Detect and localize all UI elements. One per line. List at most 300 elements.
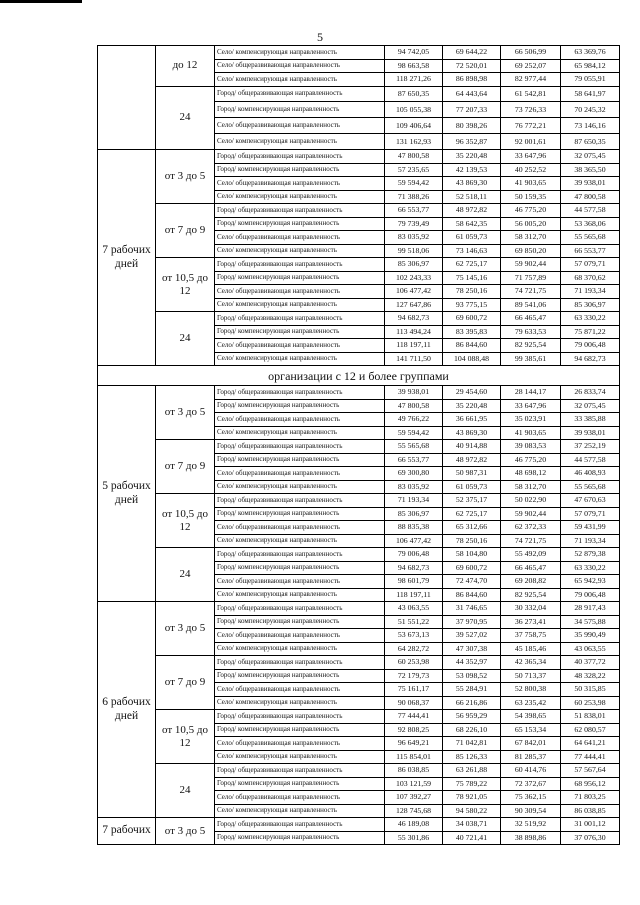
- tariff-value-cell: 79 633,53: [501, 325, 561, 339]
- tariff-value-cell: 69 252,07: [501, 59, 561, 73]
- tariff-value-cell: 60 253,98: [385, 656, 443, 670]
- tariff-value-cell: 39 938,01: [385, 386, 443, 400]
- tariff-value-cell: 88 835,38: [385, 521, 443, 535]
- tariff-value-cell: 62 080,57: [561, 723, 620, 737]
- location-orientation-cell: Город/ общеразвивающая направленность: [215, 602, 385, 616]
- tariff-value-cell: 128 745,68: [385, 804, 443, 818]
- tariff-value-cell: 58 104,80: [443, 548, 501, 562]
- tariff-value-cell: 48 328,22: [561, 669, 620, 683]
- tariff-value-cell: 75 789,22: [443, 777, 501, 791]
- tariff-value-cell: 71 193,34: [561, 285, 620, 299]
- tariff-value-cell: 40 252,52: [501, 163, 561, 177]
- location-orientation-cell: Село/ общеразвивающая направленность: [215, 285, 385, 299]
- tariff-value-cell: 57 079,71: [561, 507, 620, 521]
- location-orientation-cell: Село/ общеразвивающая направленность: [215, 118, 385, 134]
- tariff-value-cell: 87 650,35: [561, 134, 620, 150]
- tariff-value-cell: 50 713,37: [501, 669, 561, 683]
- table-row: [98, 46, 620, 60]
- tariff-value-cell: 28 917,43: [561, 602, 620, 616]
- tariff-value-cell: 38 365,50: [561, 163, 620, 177]
- tariff-value-cell: 131 162,93: [385, 134, 443, 150]
- location-orientation-cell: Село/ компенсирующая направленность: [215, 298, 385, 312]
- table-row: [98, 150, 620, 164]
- tariff-value-cell: 75 362,15: [501, 791, 561, 805]
- tariff-value-cell: 37 758,75: [501, 629, 561, 643]
- tariff-value-cell: 69 850,20: [501, 244, 561, 258]
- tariff-value-cell: 64 282,72: [385, 642, 443, 656]
- tariff-value-cell: 79 055,91: [561, 73, 620, 87]
- tariff-value-cell: 37 970,95: [443, 615, 501, 629]
- tariff-value-cell: 78 250,16: [443, 534, 501, 548]
- tariff-value-cell: 118 197,11: [385, 339, 443, 353]
- tariff-value-cell: 43 869,30: [443, 177, 501, 191]
- tariff-value-cell: 52 879,38: [561, 548, 620, 562]
- tariff-value-cell: 44 352,97: [443, 656, 501, 670]
- location-orientation-cell: Город/ общеразвивающая направленность: [215, 150, 385, 164]
- location-orientation-cell: Село/ компенсирующая направленность: [215, 750, 385, 764]
- tariff-value-cell: 66 553,77: [561, 244, 620, 258]
- tariff-value-cell: 57 567,64: [561, 764, 620, 778]
- tariff-value-cell: 76 772,21: [501, 118, 561, 134]
- tariff-value-cell: 32 075,45: [561, 399, 620, 413]
- tariff-value-cell: 65 984,12: [561, 59, 620, 73]
- tariff-value-cell: 69 644,22: [443, 46, 501, 60]
- location-orientation-cell: Село/ общеразвивающая направленность: [215, 683, 385, 697]
- tariff-value-cell: 60 414,76: [501, 764, 561, 778]
- tariff-value-cell: 85 306,97: [561, 298, 620, 312]
- group-size-cell: от 3 до 5: [156, 602, 215, 656]
- tariff-value-cell: 56 005,20: [501, 217, 561, 231]
- group-size-cell: от 7 до 9: [156, 656, 215, 710]
- location-orientation-cell: Село/ компенсирующая направленность: [215, 534, 385, 548]
- location-orientation-cell: Город/ общеразвивающая направленность: [215, 548, 385, 562]
- location-orientation-cell: Село/ компенсирующая направленность: [215, 480, 385, 494]
- tariff-value-cell: 85 306,97: [385, 258, 443, 272]
- section-header: организации с 12 и более группами: [98, 366, 620, 386]
- tariff-value-cell: 43 063,55: [385, 602, 443, 616]
- location-orientation-cell: Город/ общеразвивающая направленность: [215, 656, 385, 670]
- tariff-value-cell: 37 076,30: [561, 831, 620, 845]
- tariff-value-cell: 39 527,02: [443, 629, 501, 643]
- tariff-value-cell: 41 903,65: [501, 177, 561, 191]
- tariff-value-cell: 75 161,17: [385, 683, 443, 697]
- tariff-value-cell: 79 006,48: [385, 548, 443, 562]
- location-orientation-cell: Село/ общеразвивающая направленность: [215, 339, 385, 353]
- tariff-value-cell: 77 444,41: [385, 710, 443, 724]
- location-orientation-cell: Село/ компенсирующая направленность: [215, 352, 385, 366]
- location-orientation-cell: Село/ общеразвивающая направленность: [215, 177, 385, 191]
- tariff-value-cell: 64 641,21: [561, 737, 620, 751]
- tariff-value-cell: 80 398,26: [443, 118, 501, 134]
- group-size-cell: от 3 до 5: [156, 818, 215, 845]
- tariff-value-cell: 41 903,65: [501, 426, 561, 440]
- tariff-value-cell: 43 869,30: [443, 426, 501, 440]
- tariff-value-cell: 47 307,38: [443, 642, 501, 656]
- tariff-value-cell: 56 959,29: [443, 710, 501, 724]
- tariff-value-cell: 59 594,42: [385, 177, 443, 191]
- location-orientation-cell: Город/ общеразвивающая направленность: [215, 494, 385, 508]
- tariff-value-cell: 59 902,44: [501, 507, 561, 521]
- tariff-value-cell: 92 001,61: [501, 134, 561, 150]
- location-orientation-cell: Село/ компенсирующая направленность: [215, 426, 385, 440]
- location-orientation-cell: Город/ компенсирующая направленность: [215, 271, 385, 285]
- tariff-value-cell: 63 235,42: [501, 696, 561, 710]
- tariff-value-cell: 71 193,34: [561, 534, 620, 548]
- group-size-cell: от 7 до 9: [156, 204, 215, 258]
- tariff-value-cell: 69 600,72: [443, 561, 501, 575]
- tariff-value-cell: 28 144,17: [501, 386, 561, 400]
- tariff-value-cell: 29 454,60: [443, 386, 501, 400]
- tariff-value-cell: 46 189,08: [385, 818, 443, 832]
- tariff-value-cell: 67 842,01: [501, 737, 561, 751]
- tariff-value-cell: 64 443,64: [443, 86, 501, 102]
- tariff-value-cell: 90 309,54: [501, 804, 561, 818]
- tariff-value-cell: 104 088,48: [443, 352, 501, 366]
- tariff-value-cell: 26 833,74: [561, 386, 620, 400]
- location-orientation-cell: Село/ общеразвивающая направленность: [215, 737, 385, 751]
- location-orientation-cell: Город/ компенсирующая направленность: [215, 163, 385, 177]
- tariff-value-cell: 61 059,73: [443, 231, 501, 245]
- location-orientation-cell: Село/ компенсирующая направленность: [215, 804, 385, 818]
- tariff-value-cell: 141 711,50: [385, 352, 443, 366]
- tariff-value-cell: 66 465,47: [501, 561, 561, 575]
- section-header-row: [98, 366, 620, 386]
- tariff-value-cell: 66 216,86: [443, 696, 501, 710]
- tariff-value-cell: 57 079,71: [561, 258, 620, 272]
- tariff-value-cell: 94 682,73: [385, 561, 443, 575]
- tariff-value-cell: 63 330,22: [561, 312, 620, 326]
- tariff-value-cell: 47 800,58: [385, 399, 443, 413]
- location-orientation-cell: Село/ общеразвивающая направленность: [215, 59, 385, 73]
- tariff-value-cell: 71 803,25: [561, 791, 620, 805]
- location-orientation-cell: Город/ общеразвивающая направленность: [215, 440, 385, 454]
- location-orientation-cell: Город/ общеразвивающая направленность: [215, 312, 385, 326]
- tariff-value-cell: 75 871,22: [561, 325, 620, 339]
- tariff-value-cell: 102 243,33: [385, 271, 443, 285]
- tariff-value-cell: 53 673,13: [385, 629, 443, 643]
- tariff-value-cell: 93 775,15: [443, 298, 501, 312]
- location-orientation-cell: Село/ общеразвивающая направленность: [215, 231, 385, 245]
- tariff-value-cell: 99 385,61: [501, 352, 561, 366]
- tariff-value-cell: 106 477,42: [385, 534, 443, 548]
- tariff-value-cell: 98 663,58: [385, 59, 443, 73]
- tariff-value-cell: 39 083,53: [501, 440, 561, 454]
- tariff-value-cell: 59 902,44: [501, 258, 561, 272]
- group-size-cell: от 10,5 до 12: [156, 710, 215, 764]
- tariff-value-cell: 96 352,87: [443, 134, 501, 150]
- duration-cell: 7 рабочих: [98, 818, 156, 845]
- tariff-value-cell: 44 577,58: [561, 453, 620, 467]
- tariff-value-cell: 50 159,35: [501, 190, 561, 204]
- tariff-value-cell: 89 541,06: [501, 298, 561, 312]
- tariff-value-cell: 73 726,33: [501, 102, 561, 118]
- tariff-value-cell: 109 406,64: [385, 118, 443, 134]
- group-size-cell: от 10,5 до 12: [156, 258, 215, 312]
- tariff-value-cell: 46 775,20: [501, 204, 561, 218]
- location-orientation-cell: Село/ общеразвивающая направленность: [215, 521, 385, 535]
- tariff-value-cell: 68 370,62: [561, 271, 620, 285]
- location-orientation-cell: Город/ компенсирующая направленность: [215, 325, 385, 339]
- location-orientation-cell: Город/ общеразвивающая направленность: [215, 764, 385, 778]
- tariff-value-cell: 77 207,33: [443, 102, 501, 118]
- tariff-value-cell: 36 273,41: [501, 615, 561, 629]
- tariff-value-cell: 42 139,53: [443, 163, 501, 177]
- location-orientation-cell: Село/ компенсирующая направленность: [215, 642, 385, 656]
- tariff-value-cell: 66 506,99: [501, 46, 561, 60]
- location-orientation-cell: Город/ компенсирующая направленность: [215, 453, 385, 467]
- tariff-value-cell: 79 006,48: [561, 339, 620, 353]
- tariff-value-cell: 34 038,71: [443, 818, 501, 832]
- tariff-value-cell: 59 594,42: [385, 426, 443, 440]
- tariff-value-cell: 78 921,05: [443, 791, 501, 805]
- tariff-value-cell: 113 494,24: [385, 325, 443, 339]
- duration-cell: 6 рабочих дней: [98, 602, 156, 818]
- tariff-value-cell: 118 197,11: [385, 588, 443, 602]
- location-orientation-cell: Город/ компенсирующая направленность: [215, 102, 385, 118]
- location-orientation-cell: Город/ компенсирующая направленность: [215, 399, 385, 413]
- tariff-value-cell: 83 035,92: [385, 231, 443, 245]
- tariff-value-cell: 63 330,22: [561, 561, 620, 575]
- group-size-cell: 24: [156, 764, 215, 818]
- tariff-value-cell: 57 235,65: [385, 163, 443, 177]
- tariff-value-cell: 30 332,04: [501, 602, 561, 616]
- tariff-value-cell: 52 800,38: [501, 683, 561, 697]
- tariff-value-cell: 65 153,34: [501, 723, 561, 737]
- tariff-value-cell: 33 385,88: [561, 413, 620, 427]
- tariff-value-cell: 60 253,98: [561, 696, 620, 710]
- tariff-value-cell: 48 972,82: [443, 453, 501, 467]
- tariff-value-cell: 71 042,81: [443, 737, 501, 751]
- table-row: [98, 86, 620, 102]
- tariff-value-cell: 55 565,68: [385, 440, 443, 454]
- table-row: [98, 656, 620, 670]
- group-size-cell: от 10,5 до 12: [156, 494, 215, 548]
- location-orientation-cell: Село/ компенсирующая направленность: [215, 696, 385, 710]
- tariff-value-cell: 103 121,59: [385, 777, 443, 791]
- tariff-value-cell: 78 250,16: [443, 285, 501, 299]
- tariff-value-cell: 52 518,11: [443, 190, 501, 204]
- location-orientation-cell: Город/ компенсирующая направленность: [215, 777, 385, 791]
- tariff-value-cell: 50 987,31: [443, 467, 501, 481]
- tariff-value-cell: 32 075,45: [561, 150, 620, 164]
- table-row: [98, 312, 620, 326]
- tariff-value-cell: 36 661,95: [443, 413, 501, 427]
- tariff-value-cell: 65 312,66: [443, 521, 501, 535]
- location-orientation-cell: Город/ компенсирующая направленность: [215, 217, 385, 231]
- tariff-value-cell: 62 372,33: [501, 521, 561, 535]
- tariff-value-cell: 55 565,68: [561, 231, 620, 245]
- table-row: [98, 204, 620, 218]
- tariff-value-cell: 33 647,96: [501, 399, 561, 413]
- tariff-value-cell: 48 972,82: [443, 204, 501, 218]
- tariff-value-cell: 63 261,88: [443, 764, 501, 778]
- tariff-value-cell: 127 647,86: [385, 298, 443, 312]
- location-orientation-cell: Город/ компенсирующая направленность: [215, 723, 385, 737]
- tariff-value-cell: 92 808,25: [385, 723, 443, 737]
- tariff-value-cell: 73 146,63: [443, 244, 501, 258]
- location-orientation-cell: Город/ общеразвивающая направленность: [215, 204, 385, 218]
- tariff-value-cell: 75 145,16: [443, 271, 501, 285]
- tariff-value-cell: 71 757,89: [501, 271, 561, 285]
- tariff-table: [97, 45, 620, 845]
- tariff-value-cell: 35 220,48: [443, 150, 501, 164]
- tariff-value-cell: 82 925,54: [501, 588, 561, 602]
- tariff-value-cell: 66 553,77: [385, 204, 443, 218]
- table-row: [98, 386, 620, 400]
- table-row: [98, 764, 620, 778]
- tariff-value-cell: 90 068,37: [385, 696, 443, 710]
- tariff-value-cell: 86 844,60: [443, 339, 501, 353]
- duration-cell: 7 рабочих дней: [98, 150, 156, 366]
- tariff-value-cell: 55 565,68: [561, 480, 620, 494]
- tariff-value-cell: 61 059,73: [443, 480, 501, 494]
- tariff-value-cell: 44 577,58: [561, 204, 620, 218]
- tariff-value-cell: 106 477,42: [385, 285, 443, 299]
- location-orientation-cell: Город/ общеразвивающая направленность: [215, 86, 385, 102]
- tariff-value-cell: 86 038,85: [561, 804, 620, 818]
- tariff-value-cell: 58 642,35: [443, 217, 501, 231]
- table-row: [98, 710, 620, 724]
- location-orientation-cell: Село/ общеразвивающая направленность: [215, 467, 385, 481]
- tariff-value-cell: 79 006,48: [561, 588, 620, 602]
- tariff-value-cell: 66 553,77: [385, 453, 443, 467]
- tariff-value-cell: 69 600,72: [443, 312, 501, 326]
- tariff-value-cell: 86 038,85: [385, 764, 443, 778]
- tariff-value-cell: 43 063,55: [561, 642, 620, 656]
- tariff-value-cell: 94 742,05: [385, 46, 443, 60]
- tariff-value-cell: 51 838,01: [561, 710, 620, 724]
- location-orientation-cell: Село/ общеразвивающая направленность: [215, 791, 385, 805]
- tariff-value-cell: 47 670,63: [561, 494, 620, 508]
- table-row: [98, 548, 620, 562]
- location-orientation-cell: Село/ компенсирующая направленность: [215, 73, 385, 87]
- table-row: [98, 258, 620, 272]
- group-size-cell: 24: [156, 86, 215, 150]
- tariff-value-cell: 107 392,27: [385, 791, 443, 805]
- tariff-value-cell: 45 185,46: [501, 642, 561, 656]
- tariff-value-cell: 59 431,99: [561, 521, 620, 535]
- tariff-value-cell: 34 575,88: [561, 615, 620, 629]
- tariff-value-cell: 115 854,01: [385, 750, 443, 764]
- top-rule: [0, 0, 82, 3]
- tariff-value-cell: 72 520,01: [443, 59, 501, 73]
- location-orientation-cell: Город/ компенсирующая направленность: [215, 507, 385, 521]
- tariff-value-cell: 47 800,58: [561, 190, 620, 204]
- tariff-value-cell: 86 844,60: [443, 588, 501, 602]
- location-orientation-cell: Село/ общеразвивающая направленность: [215, 575, 385, 589]
- tariff-value-cell: 48 698,12: [501, 467, 561, 481]
- tariff-value-cell: 69 300,80: [385, 467, 443, 481]
- location-orientation-cell: Город/ общеразвивающая направленность: [215, 386, 385, 400]
- tariff-value-cell: 49 766,22: [385, 413, 443, 427]
- tariff-value-cell: 61 542,81: [501, 86, 561, 102]
- tariff-value-cell: 82 925,54: [501, 339, 561, 353]
- tariff-value-cell: 62 725,17: [443, 507, 501, 521]
- tariff-value-cell: 54 398,65: [501, 710, 561, 724]
- tariff-value-cell: 68 226,10: [443, 723, 501, 737]
- tariff-value-cell: 71 193,34: [385, 494, 443, 508]
- tariff-value-cell: 42 365,34: [501, 656, 561, 670]
- tariff-value-cell: 105 055,38: [385, 102, 443, 118]
- tariff-value-cell: 96 649,21: [385, 737, 443, 751]
- duration-cell: [98, 46, 156, 150]
- duration-cell: 5 рабочих дней: [98, 386, 156, 602]
- location-orientation-cell: Город/ компенсирующая направленность: [215, 669, 385, 683]
- tariff-value-cell: 40 914,88: [443, 440, 501, 454]
- tariff-value-cell: 38 898,86: [501, 831, 561, 845]
- tariff-value-cell: 66 465,47: [501, 312, 561, 326]
- location-orientation-cell: Город/ компенсирующая направленность: [215, 615, 385, 629]
- table-row: [98, 440, 620, 454]
- tariff-value-cell: 85 306,97: [385, 507, 443, 521]
- tariff-value-cell: 98 601,79: [385, 575, 443, 589]
- tariff-value-cell: 94 682,73: [385, 312, 443, 326]
- tariff-value-cell: 33 647,96: [501, 150, 561, 164]
- tariff-value-cell: 55 284,91: [443, 683, 501, 697]
- location-orientation-cell: Село/ компенсирующая направленность: [215, 244, 385, 258]
- location-orientation-cell: Село/ компенсирующая направленность: [215, 190, 385, 204]
- tariff-value-cell: 71 388,26: [385, 190, 443, 204]
- tariff-value-cell: 46 775,20: [501, 453, 561, 467]
- tariff-value-cell: 39 938,01: [561, 426, 620, 440]
- tariff-value-cell: 55 492,09: [501, 548, 561, 562]
- tariff-value-cell: 32 519,92: [501, 818, 561, 832]
- tariff-value-cell: 83 035,92: [385, 480, 443, 494]
- tariff-value-cell: 85 126,33: [443, 750, 501, 764]
- table-row: [98, 818, 620, 832]
- tariff-value-cell: 99 518,06: [385, 244, 443, 258]
- tariff-value-cell: 68 956,12: [561, 777, 620, 791]
- group-size-cell: 24: [156, 312, 215, 366]
- tariff-value-cell: 53 368,06: [561, 217, 620, 231]
- location-orientation-cell: Село/ компенсирующая направленность: [215, 134, 385, 150]
- tariff-value-cell: 81 285,37: [501, 750, 561, 764]
- group-size-cell: от 7 до 9: [156, 440, 215, 494]
- tariff-value-cell: 53 098,52: [443, 669, 501, 683]
- group-size-cell: 24: [156, 548, 215, 602]
- location-orientation-cell: Село/ общеразвивающая направленность: [215, 413, 385, 427]
- tariff-value-cell: 37 252,19: [561, 440, 620, 454]
- tariff-value-cell: 46 408,93: [561, 467, 620, 481]
- tariff-value-cell: 118 271,26: [385, 73, 443, 87]
- tariff-value-cell: 35 990,49: [561, 629, 620, 643]
- tariff-value-cell: 51 551,22: [385, 615, 443, 629]
- tariff-value-cell: 94 682,73: [561, 352, 620, 366]
- location-orientation-cell: Село/ компенсирующая направленность: [215, 588, 385, 602]
- tariff-value-cell: 31 746,65: [443, 602, 501, 616]
- tariff-value-cell: 72 474,70: [443, 575, 501, 589]
- tariff-value-cell: 50 022,90: [501, 494, 561, 508]
- tariff-value-cell: 47 800,58: [385, 150, 443, 164]
- location-orientation-cell: Город/ общеразвивающая направленность: [215, 710, 385, 724]
- table-row: [98, 494, 620, 508]
- location-orientation-cell: Город/ общеразвивающая направленность: [215, 258, 385, 272]
- tariff-value-cell: 65 942,93: [561, 575, 620, 589]
- tariff-value-cell: 50 315,85: [561, 683, 620, 697]
- tariff-value-cell: 86 898,98: [443, 73, 501, 87]
- tariff-value-cell: 39 938,01: [561, 177, 620, 191]
- tariff-value-cell: 79 739,49: [385, 217, 443, 231]
- tariff-value-cell: 82 977,44: [501, 73, 561, 87]
- group-size-cell: от 3 до 5: [156, 386, 215, 440]
- tariff-value-cell: 31 001,12: [561, 818, 620, 832]
- tariff-value-cell: 94 580,22: [443, 804, 501, 818]
- location-orientation-cell: Село/ компенсирующая направленность: [215, 46, 385, 60]
- tariff-value-cell: 35 023,91: [501, 413, 561, 427]
- tariff-value-cell: 58 641,97: [561, 86, 620, 102]
- tariff-value-cell: 55 301,86: [385, 831, 443, 845]
- location-orientation-cell: Село/ общеразвивающая направленность: [215, 629, 385, 643]
